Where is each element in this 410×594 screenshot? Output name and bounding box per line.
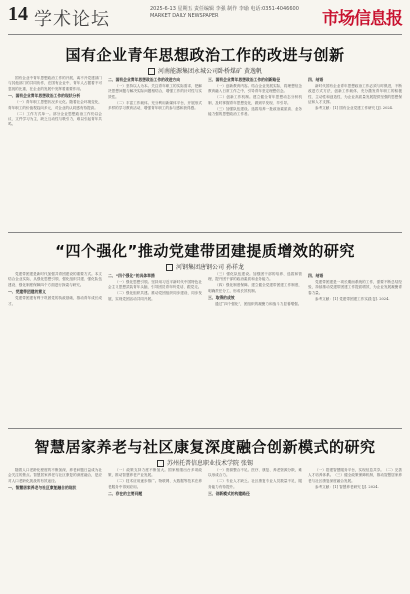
issue-meta: [150, 6, 300, 20]
paragraph: （四）强化制度保障。建立健全党建带团建工作制度，明确责任分工，形成长效机制。: [208, 283, 302, 293]
paragraph: （三）加强队伍建设。选拔培养一批政治素质高、业务能力强的思想政治工作者。: [208, 106, 302, 117]
text-column: [308, 76, 402, 226]
article-title: 国有企业青年思想政治工作的改进与创新: [65, 46, 345, 64]
article-divider: [8, 428, 402, 429]
text-column: [108, 272, 202, 422]
paragraph: 通过“四个强化”，团组织的凝聚力和战斗力显著增强。: [215, 302, 302, 307]
paragraph: （一）政策支持力度不断加大。国家相继出台多项政策，推动智慧养老产业发展。: [108, 468, 202, 478]
paragraph: 党建带团建是新时代加强共青团建设的重要方式。本文结合企业实际，从强化思想引领、强化组织共建、强化队伍建设、强化制度保障四个方面进行探索与研究。: [8, 272, 102, 287]
author-text: 河钢集团唐钢公司 孙祥龙: [176, 264, 244, 271]
paragraph: 国有企业中青年思想政治工作的开展，离不开党建部门与其他部门的共同协作，在国有企业中，青年人占据着不可忽视的比重，在企业的发展中发挥着重要作用。: [8, 76, 102, 91]
article-body: [8, 272, 402, 422]
author-text: 苏州托普信息职业技术学院 张锡: [167, 460, 253, 467]
subheading: 一、国有企业青年思想政治工作的现状分析: [8, 93, 81, 99]
article-body: [8, 468, 402, 590]
subheading: 二、“四个强化”的具体举措: [108, 273, 155, 278]
article-divider: [8, 232, 402, 233]
subheading: 四、结语: [308, 77, 324, 82]
author-text: 河南能源集团永城公司卧桥煤矿 黄逸帆: [158, 68, 262, 75]
subheading: 三、取得的成效: [208, 295, 235, 301]
newspaper-header: [0, 0, 410, 34]
text-column: [308, 272, 402, 422]
text-column: [308, 468, 402, 590]
text-column: [208, 272, 302, 422]
article-author: [0, 262, 410, 271]
paragraph: 党建带团建有利于巩固党的执政基础，推动青年成长成才。: [8, 296, 102, 306]
article-title: 智慧居家养老与社区康复深度融合创新模式的研究: [34, 438, 376, 456]
paper-english-name: MARKET DAILY NEWSPAPER: [150, 13, 219, 19]
paragraph: （一）搭建智慧服务平台，实现信息共享。（二）完善人才培养体系。（三）健全政策保障机制，推动智慧居家养老与社区康复深度融合发展。: [308, 468, 402, 483]
subheading: 三、创新模式的构建路径: [208, 491, 250, 497]
paragraph: （一）资源整合不足。医疗、康复、养老资源分散，难以形成合力。: [208, 468, 302, 478]
paragraph: （一）坚持以人为本。关注青年职工的实际需求，把解决思想问题与解决实际问题相结合，增强工作的针对性与实效性。: [108, 84, 202, 99]
author-marker-icon: [166, 264, 173, 271]
subheading: 一、智慧居家养老与社区康复融合的现状: [8, 485, 77, 491]
text-column: [108, 468, 202, 590]
article-body: [8, 76, 402, 226]
paragraph: 随着人口老龄化程度的不断加深，养老问题日益成为社会关注的焦点。智慧居家养老与社区康复的深度融合，是应对人口老龄化挑战的有效途径。: [8, 468, 102, 483]
issue-date-line: 2025-6-13 星期五 责任编辑 李强 制作 李瑜 电话:0351-4046600: [150, 6, 299, 12]
paragraph: （一）创新教育内容。结合企业发展实际，将理想信念教育融入日常工作之中，引导青年坚定理想信念。: [208, 84, 302, 94]
paragraph: （一）青年职工思想状况多元化。随着社会环境变化，青年职工的价值观趋向多元，对企业的认同感有待提高。: [8, 100, 102, 110]
paragraph: （二）技术应用逐步推广。物联网、大数据等技术在养老服务中得到应用。: [108, 479, 202, 489]
paragraph: （二）强化组织共建。推动党团组织同步建设、同步发展，实现党团活动共同开展。: [108, 291, 202, 301]
text-column: [8, 468, 102, 590]
paragraph: （二）创新工作机制。建立健全青年思想动态分析机制，及时掌握青年思想变化，做到早发现、早引导。: [208, 95, 302, 105]
text-column: [8, 76, 102, 226]
text-column: [8, 272, 102, 422]
author-marker-icon: [148, 68, 155, 75]
paragraph: 参考文献：[1] 党建带团建工作实践 [J]. 2024.: [315, 296, 390, 301]
paragraph: 新时代国有企业青年思想政治工作必须与时俱进，不断改进方式方法，创新工作载体，充分激发青年职工的积极性、主动性和创造性，为企业高质量发展提供坚强的思想保证和人才支撑。: [308, 84, 402, 105]
text-column: [108, 76, 202, 226]
subheading: 四、结语: [308, 273, 324, 278]
header-rule: [8, 34, 402, 35]
paragraph: 参考文献：[1] 国有企业党建工作研究 [J]. 2024.: [315, 106, 394, 111]
paragraph: （二）专业人才缺乏。社区康复专业人员数量不足，服务能力有待提升。: [208, 479, 302, 489]
author-marker-icon: [157, 460, 164, 467]
section-title: 学术论坛: [34, 9, 110, 30]
paragraph: 参考文献：[1] 智慧养老研究 [J]. 2024.: [315, 484, 379, 489]
article-author: [0, 66, 410, 75]
subheading: 一、党建带团建的意义: [8, 289, 46, 295]
newspaper-logo: 市场信息报: [322, 9, 402, 29]
subheading: 三、国有企业青年思想政治工作的创新路径: [208, 77, 281, 82]
subheading: 二、存在的主要问题: [108, 491, 143, 497]
article-title: “四个强化”推动党建带团建提质增效的研究: [55, 242, 355, 260]
paragraph: （一）强化思想引领。坚持用习近平新时代中国特色社会主义思想武装青年头脑，引导团员青年听党话、跟党走。: [108, 280, 202, 290]
paragraph: 党建带团建是一项长期而系统的工作，需要不断总结经验，持续推动党建带团建工作提质增效，为企业发展凝聚青春力量。: [308, 280, 402, 295]
paragraph: （三）强化队伍建设。加强团干部的培养、选拔和管理，提升团干部的政治素质和业务能力。: [208, 272, 302, 282]
paragraph: （二）工作方式单一。部分企业思想政治工作仍以会议、文件学习为主，缺乏互动性与吸引力，难以引起青年共鸣。: [8, 111, 102, 127]
text-column: [208, 468, 302, 590]
article-author: [0, 458, 410, 467]
text-column: [208, 76, 302, 226]
page-number: 14: [8, 3, 28, 25]
paragraph: （二）丰富工作载体。充分利用新媒体平台，开展形式多样的学习教育活动，增强青年职工的参与感和获得感。: [108, 100, 202, 111]
subheading: 二、国有企业青年思想政治工作的改进方向: [108, 77, 181, 82]
